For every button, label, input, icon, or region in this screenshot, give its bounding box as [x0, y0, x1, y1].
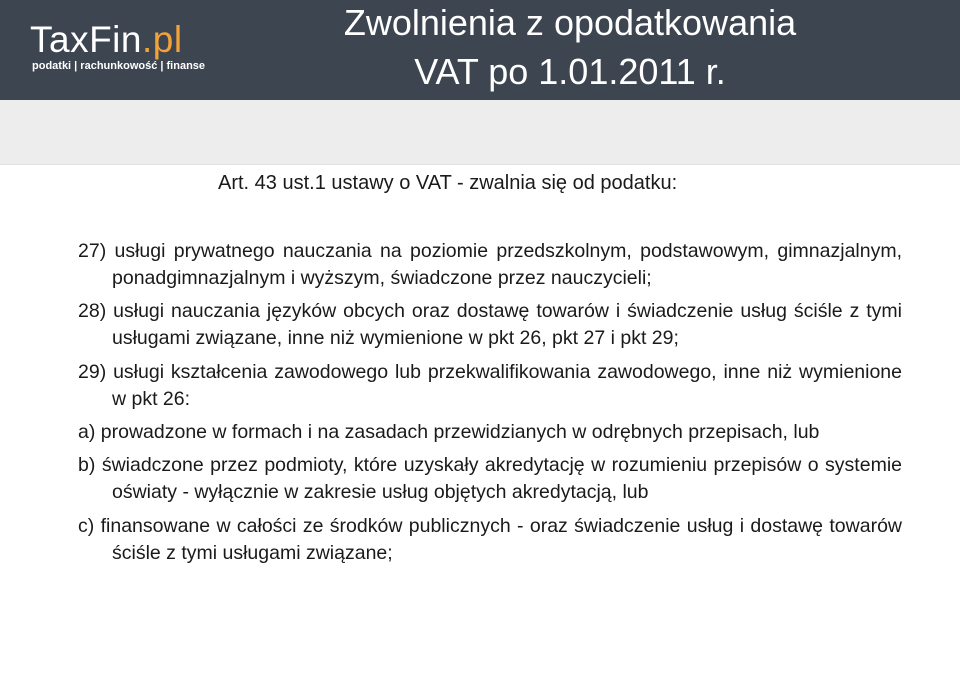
title-line-1: Zwolnienia z opodatkowania [343, 2, 797, 43]
sub-item [78, 419, 902, 446]
taxfin-logo [30, 20, 230, 76]
list-item [78, 359, 902, 413]
header-bar [0, 0, 960, 100]
item-text: usługi kształcenia zawodowego lub przekwalifikowania zawodowego, inne niż wymienione w pkt 26: [112, 361, 902, 410]
title-line-2: VAT po 1.01.2011 r. [414, 51, 726, 92]
sub-item-text: prowadzone w formach i na zasadach przewidzianych w odrębnych przepisach, lub [100, 421, 820, 443]
item-number: 28) [78, 300, 107, 322]
subheader-stripe [0, 100, 960, 165]
article-content [78, 238, 902, 567]
logo-name: TaxFin [30, 19, 142, 60]
sub-item-letter: a) [78, 421, 96, 443]
list-item [78, 238, 902, 292]
item-text: usługi prywatnego nauczania na poziomie przedszkolnym, podstawowym, gimnazjalnym, ponadgimnazjalnym i wyższym, świadczone przez nauczycieli; [112, 240, 902, 289]
sub-item [78, 513, 902, 567]
sub-item-text: finansowane w całości ze środków publicznych - oraz świadczenie usług i dostawę towarów ściśle z tymi usługami związane; [100, 515, 902, 564]
logo-tld: .pl [141, 19, 183, 60]
sub-item [78, 452, 902, 506]
logo-wordmark [30, 20, 183, 60]
sub-item-letter: c) [78, 515, 95, 537]
item-number: 29) [78, 361, 107, 383]
sub-item-text: świadczone przez podmioty, które uzyskały akredytację w rozumieniu przepisów o systemie oświaty - wyłącznie w zakresie usług objętych akredytacją, lub [101, 454, 902, 503]
logo-tagline: podatki | rachunkowość | finanse [32, 60, 206, 72]
intro-text: Art. 43 ust.1 ustawy o VAT - zwalnia się od podatku: [218, 172, 678, 194]
slide-title [270, 0, 870, 100]
list-item [78, 298, 902, 352]
item-text: usługi nauczania języków obcych oraz dostawę towarów i świadczenie usług ściśle z tymi usługami związane, inne niż wymienione w pkt 26, pkt 27 i pkt 29; [112, 300, 903, 349]
item-number: 27) [78, 240, 107, 262]
sub-item-letter: b) [78, 454, 96, 476]
